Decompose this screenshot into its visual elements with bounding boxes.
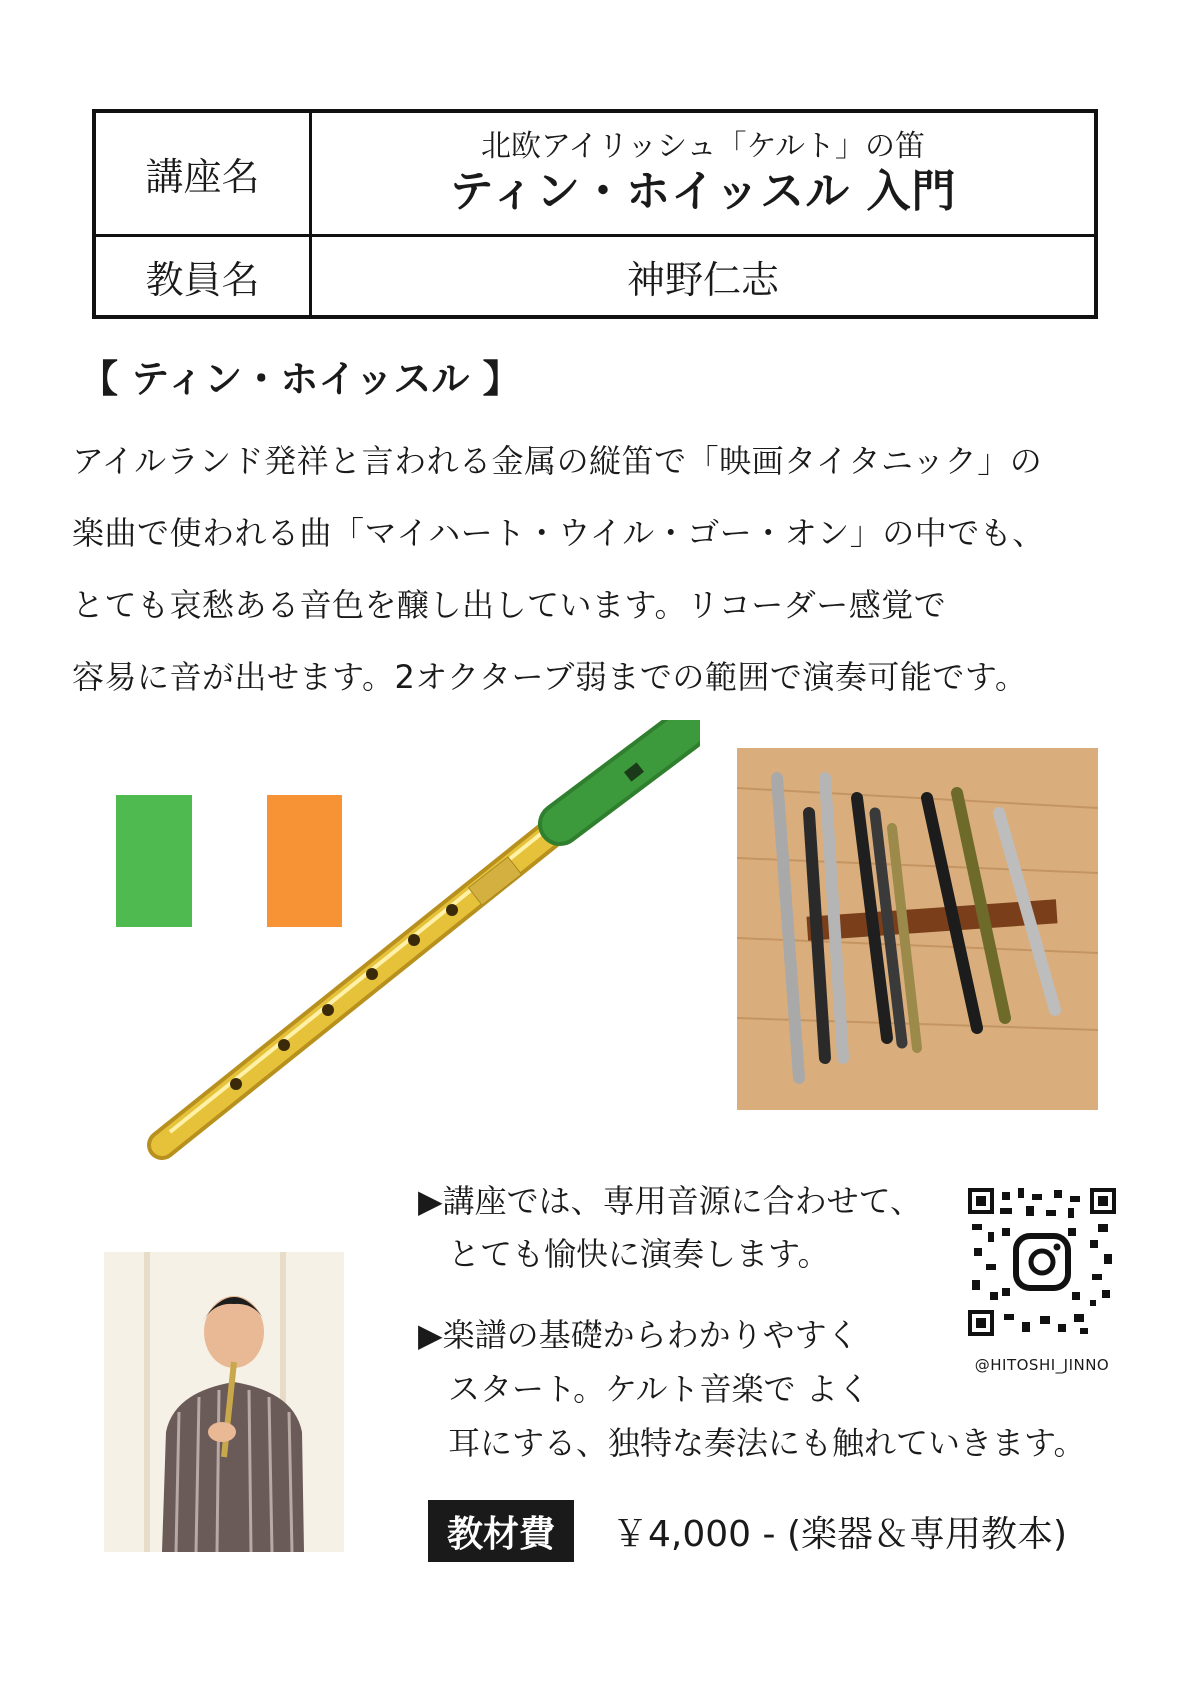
teacher-name: 神野仁志 (626, 257, 779, 302)
instagram-qr-code[interactable] (968, 1188, 1116, 1336)
paragraph-line: 楽曲で使われる曲「マイハート・ウイル・ゴー・オン」の中でも、 (72, 514, 1045, 552)
tin-whistle-image (140, 720, 700, 1160)
course-name-row (96, 113, 1094, 237)
bullet-line: ▶講座では、専用音源に合わせて、 (418, 1182, 922, 1220)
course-title: ティン・ホイッスル 入門 (449, 165, 957, 217)
bullet-line: スタート。ケルト音楽で よく (448, 1370, 870, 1408)
fee-label-badge: 教材費 (428, 1500, 574, 1562)
bullet-line: 耳にする、独特な奏法にも触れていきます。 (448, 1424, 1086, 1462)
course-info-table (92, 109, 1098, 319)
teacher-photo (104, 1252, 344, 1552)
fee-value: ￥4,000 - (楽器＆専用教本) (612, 1514, 1068, 1555)
section-heading: 【 ティン・ホイッスル 】 (80, 357, 521, 401)
course-subtitle: 北欧アイリッシュ「ケルト」の笛 (481, 128, 925, 164)
bullet-line: とても愉快に演奏します。 (448, 1235, 830, 1273)
paragraph-line: とても哀愁ある音色を醸し出しています。リコーダー感覚で (72, 586, 947, 624)
instagram-handle: @HITOSHI_JINNO (974, 1356, 1110, 1374)
course-name-value (312, 113, 1094, 234)
teacher-row (96, 237, 1094, 315)
bullet-line: ▶楽譜の基礎からわかりやすく (418, 1316, 859, 1354)
whistle-collection-image (737, 748, 1098, 1110)
course-name-label: 講座名 (96, 113, 312, 234)
paragraph-line: アイルランド発祥と言われる金属の縦笛で「映画タイタニック」の (72, 442, 1043, 480)
teacher-label: 教員名 (96, 237, 312, 315)
paragraph-line: 容易に音が出せます。2オクターブ弱までの範囲で演奏可能です。 (72, 658, 1028, 696)
